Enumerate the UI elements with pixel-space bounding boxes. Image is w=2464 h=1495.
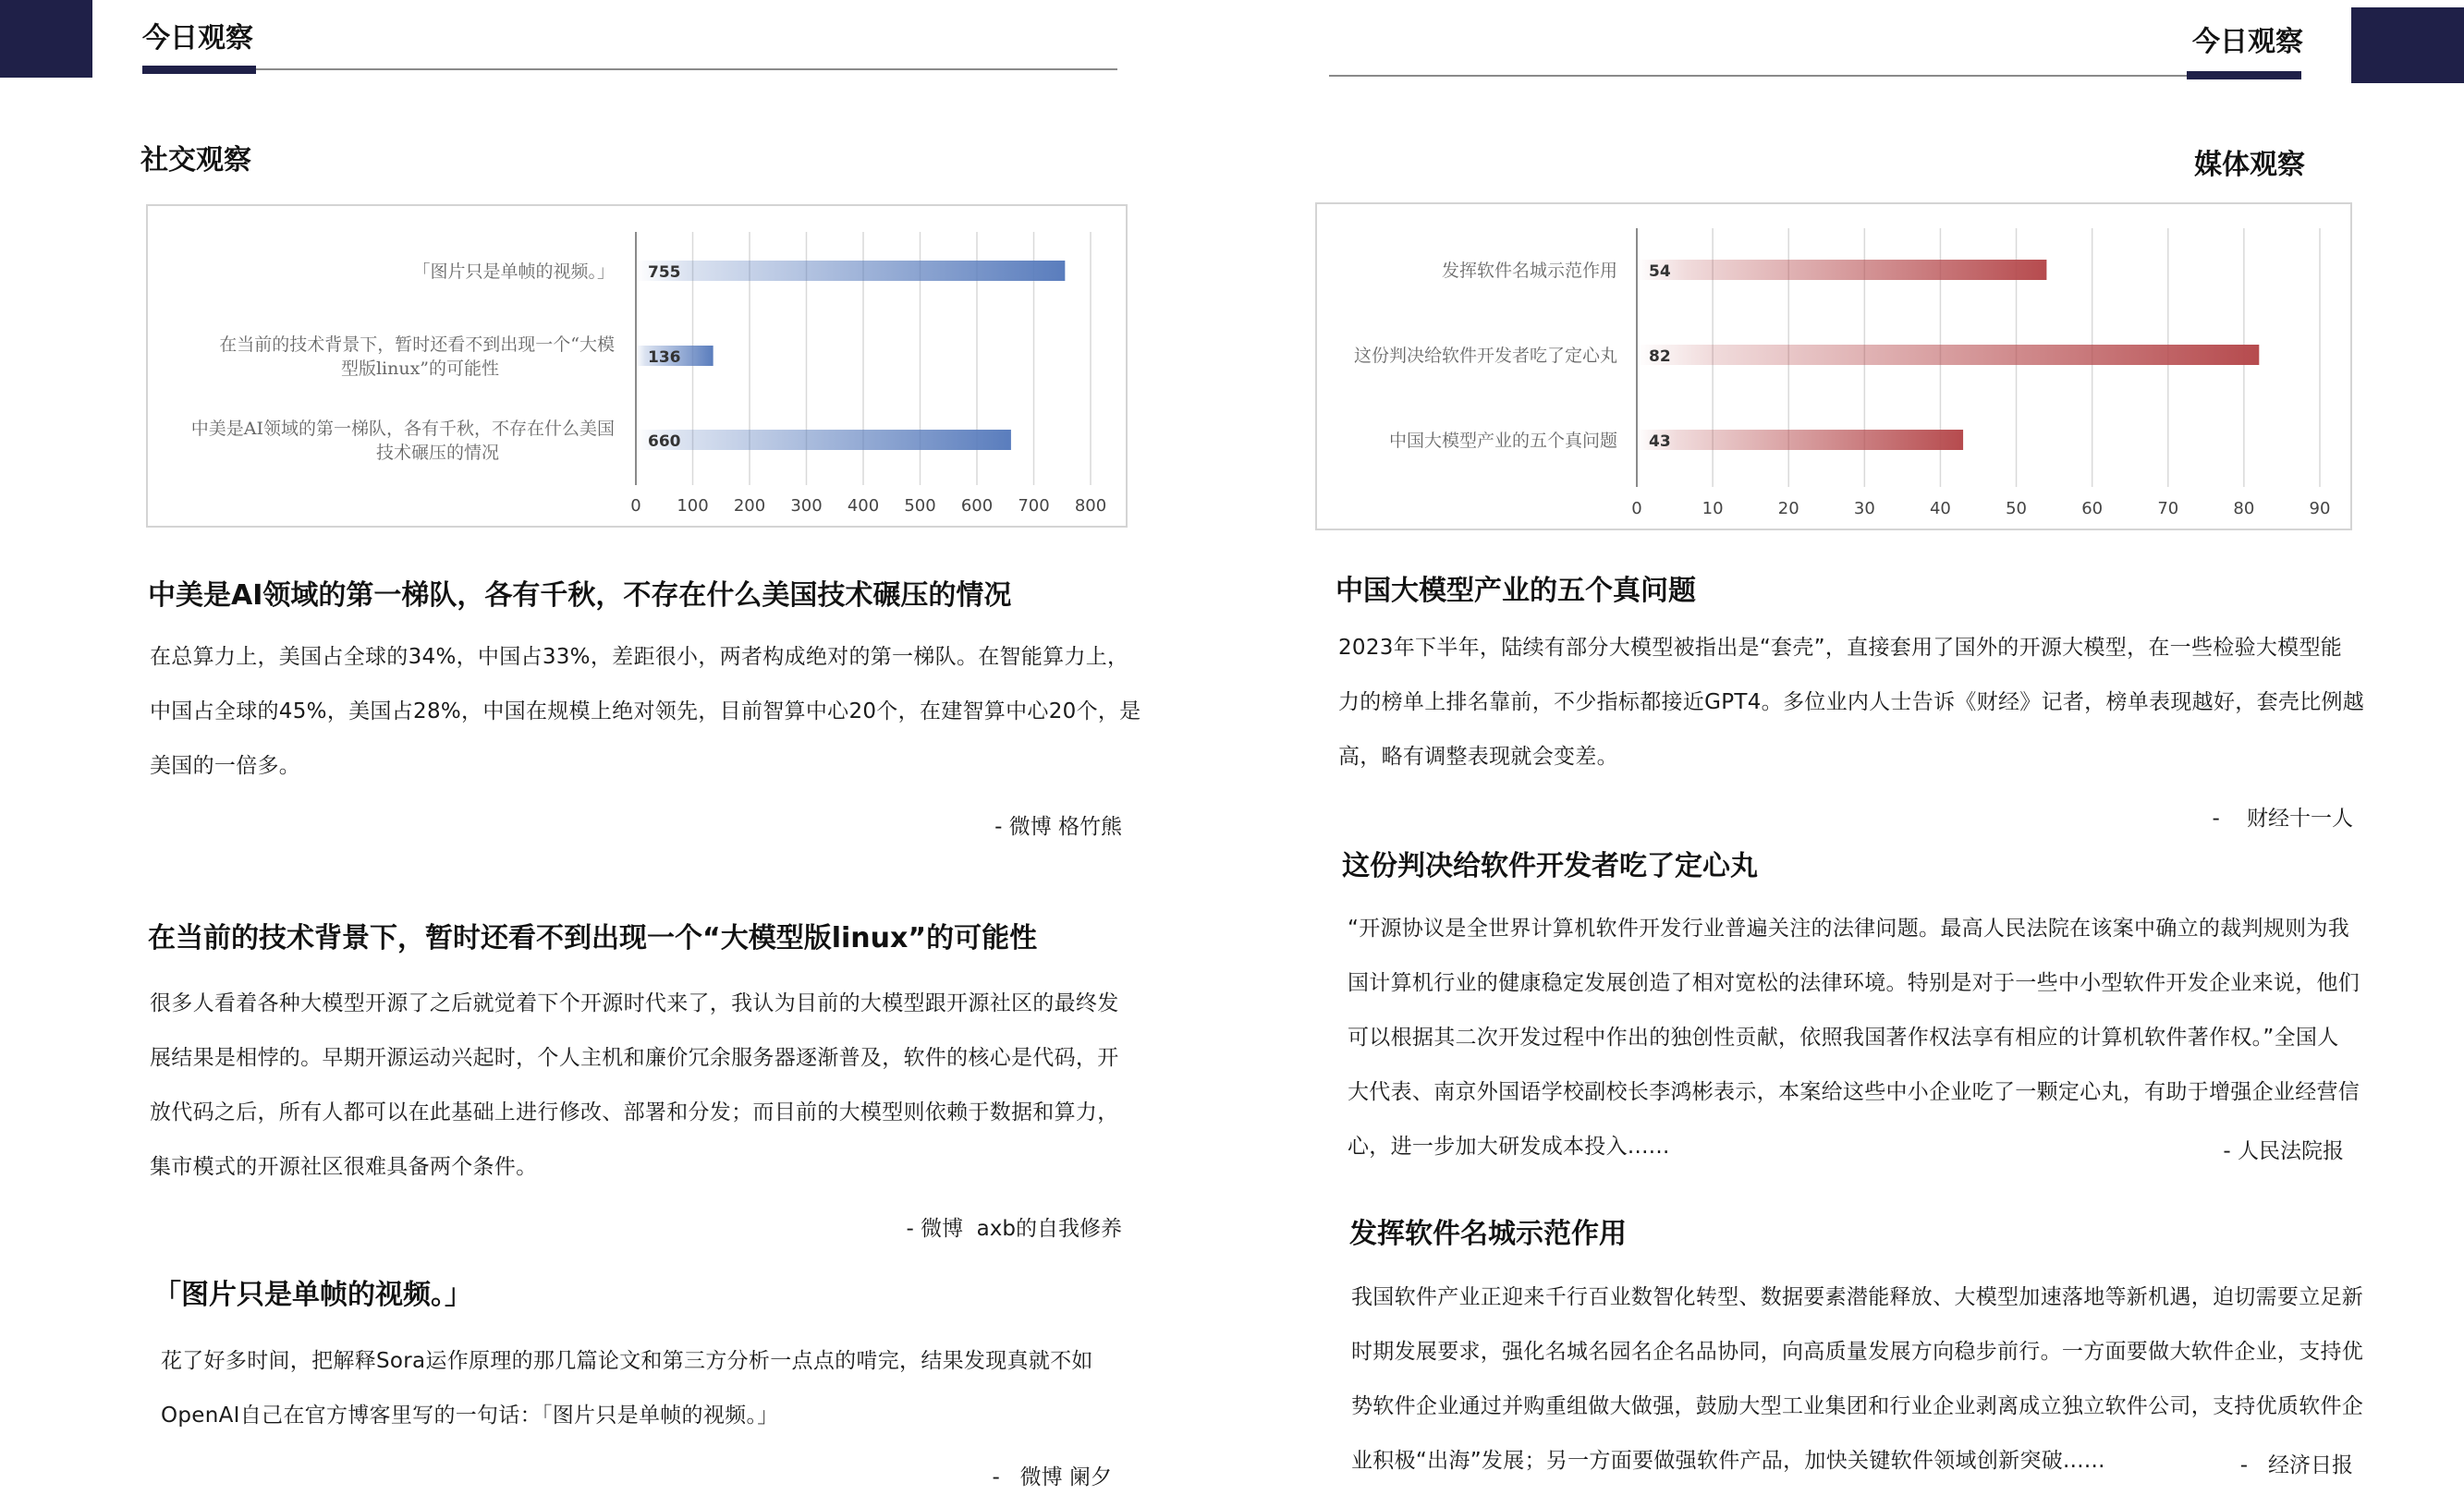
category-label: 中国大模型产业的五个真问题 (1388, 431, 1617, 451)
bar (1637, 260, 2046, 280)
right-article-1-title: 中国大模型产业的五个真问题 (1336, 575, 1696, 607)
left-header-accent (142, 66, 256, 74)
tick-label: 200 (733, 496, 766, 516)
body-line: 业积极“出海”发展；另一方面要做强软件产品，加快关键软件领域创新突破...... (1351, 1449, 2105, 1473)
body-line: 我国软件产业正迎来千行百业数智化转型、数据要素潜能释放、大模型加速落地等新机遇，迫切需要立足新 (1351, 1285, 2364, 1309)
right-header-line (1329, 75, 2192, 77)
body-line: 势软件企业通过并购重组做大做强，鼓励大型工业集团和行业企业剥离成立独立软件公司，支持优质软件企 (1351, 1394, 2364, 1418)
body-line: 美国的一倍多。 (150, 754, 301, 778)
right-header-title: 今日观察 (2192, 26, 2303, 58)
body-line: 可以根据其二次开发过程中作出的独创性贡献，依照我国著作权法享有相应的计算机软件著作权。”全国人 (1348, 1026, 2339, 1050)
category-label: 技术碾压的情况 (375, 443, 499, 463)
right-article-2-source: - 人民法院报 (2223, 1139, 2344, 1163)
left-article-2-body (150, 977, 1119, 1195)
body-line: 心，进一步加大研发成本投入...... (1348, 1135, 1670, 1159)
category-label: 这份判决给软件开发者吃了定心丸 (1353, 346, 1617, 366)
right-header-accent (2187, 71, 2301, 79)
media-chart (1315, 202, 2352, 530)
right-article-3-body (1351, 1270, 2363, 1489)
data-label: 43 (1649, 432, 1671, 451)
right-section-title: 媒体观察 (2194, 149, 2305, 181)
body-line: 2023年下半年，陆续有部分大模型被指出是“套壳”，直接套用了国外的开源大模型，在一些检验大模型能 (1338, 636, 2343, 660)
data-label: 136 (648, 348, 681, 367)
data-label: 660 (648, 432, 681, 451)
bar (636, 430, 1011, 450)
body-line: 中国占全球的45%，美国占28%，中国在规模上绝对领先，目前智算中心20个，在建智算中心20个，是 (150, 699, 1141, 723)
tick-label: 800 (1074, 496, 1107, 516)
category-label: 在当前的技术背景下，暂时还看不到出现一个“大模 (219, 334, 615, 355)
left-article-1-body (150, 630, 1141, 794)
category-label: 发挥软件名城示范作用 (1441, 261, 1617, 281)
left-header-title: 今日观察 (142, 22, 253, 55)
category-label: 中美是AI领域的第一梯队，各有千秋，不存在什么美国 (190, 419, 615, 439)
right-article-3-title: 发挥软件名城示范作用 (1349, 1218, 1627, 1250)
body-line: 国计算机行业的健康稳定发展创造了相对宽松的法律环境。特别是对于一些中小型软件开发企业来说，他们 (1348, 971, 2360, 995)
body-line: 展结果是相悖的。早期开源运动兴起时，个人主机和廉价冗余服务器逐渐普及，软件的核心是代码，开 (150, 1046, 1119, 1070)
media-chart-svg (1317, 204, 2354, 532)
tick-label: 20 (1777, 499, 1799, 518)
tick-label: 0 (630, 496, 641, 516)
tick-label: 10 (1702, 499, 1724, 518)
left-article-3-body (161, 1334, 1093, 1443)
left-header-line (253, 68, 1117, 70)
body-line: “开源协议是全世界计算机软件开发行业普遍关注的法律问题。最高人民法院在该案中确立的裁判规则为我 (1348, 917, 2350, 941)
data-label: 82 (1649, 347, 1671, 366)
body-line: 很多人看着各种大模型开源了之后就觉着下个开源时代来了，我认为目前的大模型跟开源社区的最终发 (150, 991, 1119, 1015)
left-article-3-source: - 微博 阑夕 (992, 1465, 1112, 1489)
tick-label: 50 (2006, 499, 2028, 518)
tick-label: 30 (1853, 499, 1875, 518)
right-article-1-body (1338, 621, 2364, 784)
tick-label: 600 (960, 496, 994, 516)
left-article-2-source: - 微博 axb的自我修养 (906, 1217, 1122, 1241)
right-article-2-title: 这份判决给软件开发者吃了定心丸 (1342, 850, 1758, 882)
category-label: 「图片只是单帧的视频。」 (412, 261, 615, 282)
right-corner-block (2351, 7, 2464, 83)
right-article-2-body (1348, 902, 2360, 1174)
tick-label: 300 (790, 496, 823, 516)
tick-label: 100 (677, 496, 709, 516)
body-line: 力的榜单上排名靠前，不少指标都接近GPT4。多位业内人士告诉《财经》记者，榜单表现越好，套壳比例越 (1338, 690, 2365, 714)
tick-label: 0 (1631, 499, 1642, 518)
tick-label: 700 (1018, 496, 1050, 516)
left-corner-block (0, 0, 92, 78)
tick-label: 70 (2157, 499, 2179, 518)
bar (1637, 345, 2259, 365)
social-chart (146, 204, 1128, 528)
tick-label: 60 (2081, 499, 2104, 518)
tick-label: 90 (2309, 499, 2331, 518)
tick-label: 80 (2233, 499, 2255, 518)
left-article-1-source: - 微博 格竹熊 (994, 815, 1122, 839)
tick-label: 400 (847, 496, 880, 516)
body-line: 时期发展要求，强化名城名园名企名品协同，向高质量发展方向稳步前行。一方面要做大软件企业，支持优 (1351, 1340, 2364, 1364)
tick-label: 40 (1929, 499, 1951, 518)
bar (636, 261, 1065, 281)
tick-label: 500 (904, 496, 936, 516)
left-section-title: 社交观察 (140, 144, 251, 176)
left-article-3-title: 「图片只是单帧的视频。」 (153, 1279, 472, 1311)
bar (1637, 430, 1963, 450)
category-label: 型版linux”的可能性 (340, 359, 499, 379)
body-line: 高，略有调整表现就会变差。 (1338, 745, 1618, 769)
body-line: 在总算力上，美国占全球的34%，中国占33%，差距很小，两者构成绝对的第一梯队。在智能算力上， (150, 645, 1129, 669)
body-line: 放代码之后，所有人都可以在此基础上进行修改、部署和分发；而目前的大模型则依赖于数据和算力， (150, 1100, 1119, 1124)
body-line: 花了好多时间，把解释Sora运作原理的那几篇论文和第三方分析一点点的啃完，结果发现真就不如 (161, 1349, 1093, 1373)
right-article-3-source: - 经济日报 (2239, 1453, 2353, 1477)
right-article-1-source: - 财经十一人 (2212, 807, 2353, 831)
left-article-1-title: 中美是AI领域的第一梯队，各有千秋，不存在什么美国技术碾压的情况 (148, 579, 1012, 612)
body-line: 集市模式的开源社区很难具备两个条件。 (150, 1155, 538, 1179)
body-line: OpenAI自己在官方博客里写的一句话：「图片只是单帧的视频。」 (161, 1404, 779, 1428)
data-label: 54 (1649, 262, 1671, 281)
data-label: 755 (648, 263, 681, 282)
body-line: 大代表、南京外国语学校副校长李鸿彬表示，本案给这些中小企业吃了一颗定心丸，有助于增强企业经营信 (1348, 1080, 2360, 1104)
social-chart-svg (148, 206, 1129, 529)
left-article-2-title: 在当前的技术背景下，暂时还看不到出现一个“大模型版linux”的可能性 (148, 922, 1038, 954)
